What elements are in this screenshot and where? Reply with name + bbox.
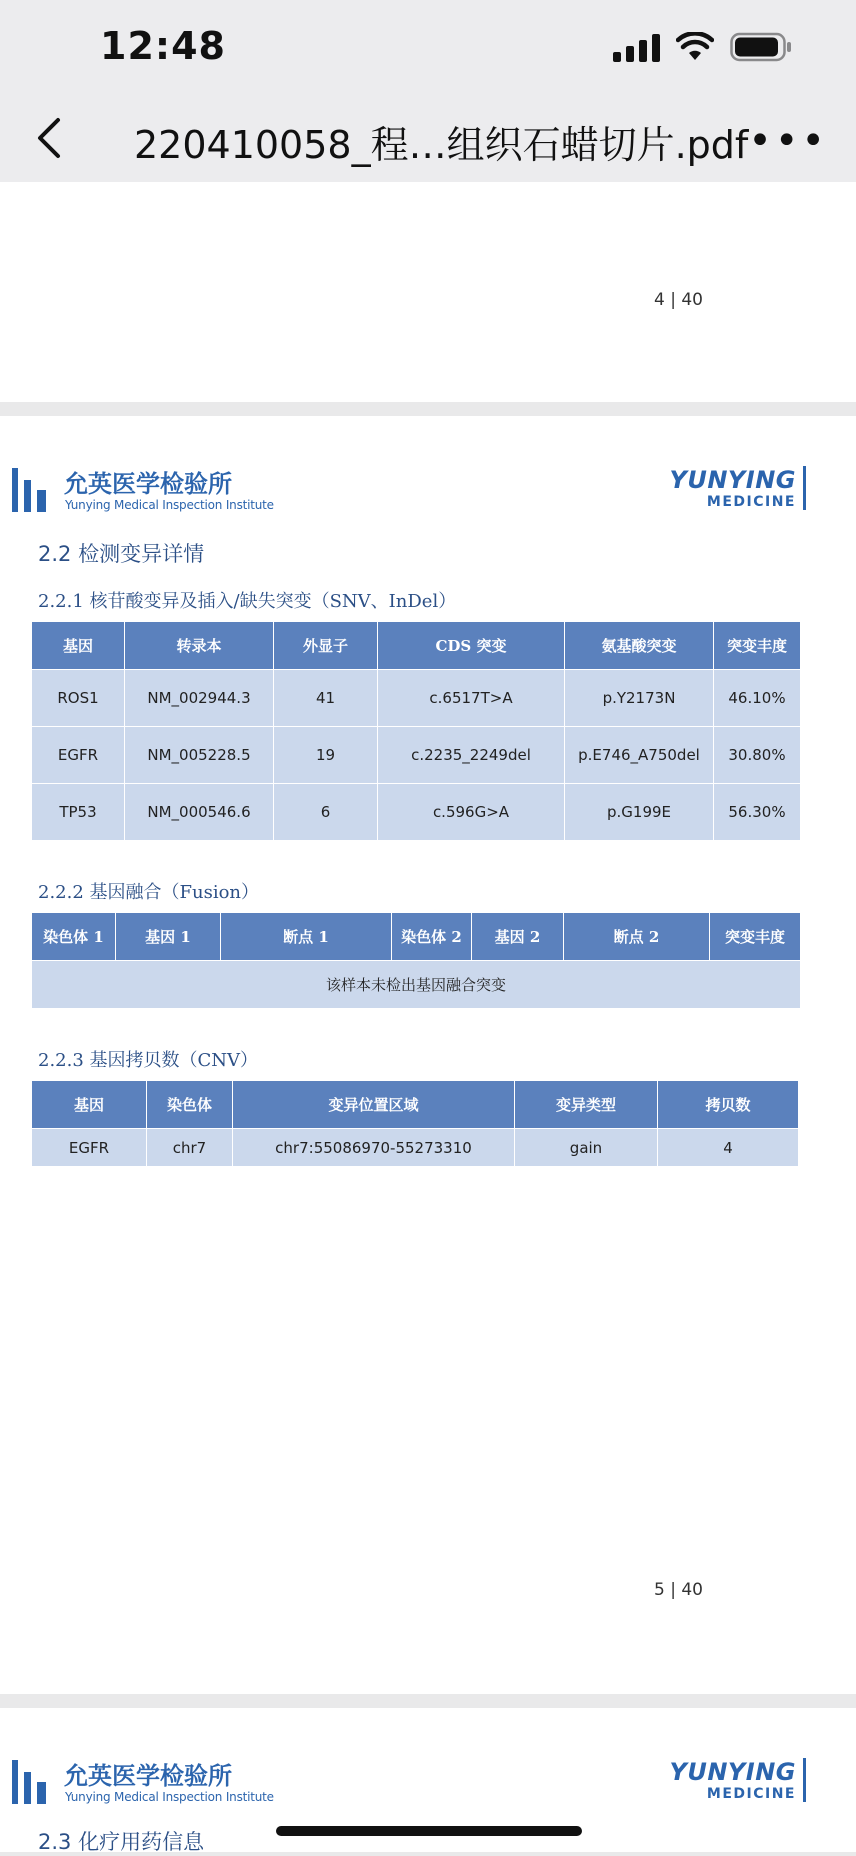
brand-subname: MEDICINE bbox=[706, 494, 796, 510]
column-header: 突变丰度 bbox=[710, 913, 801, 961]
table-row bbox=[32, 784, 801, 841]
table-row bbox=[32, 670, 801, 727]
column-header: 染色体 2 bbox=[392, 913, 472, 961]
column-header: 基因 2 bbox=[472, 913, 564, 961]
institute-name-en: Yunying Medical Inspection Institute bbox=[65, 1790, 274, 1804]
table-cell: 6 bbox=[274, 784, 378, 841]
snv-table bbox=[31, 621, 801, 841]
table-cell: c.2235_2249del bbox=[378, 727, 565, 784]
table-cell: NM_002944.3 bbox=[125, 670, 274, 727]
table-cell: c.596G>A bbox=[378, 784, 565, 841]
brand-divider bbox=[803, 466, 806, 510]
table-cell: NM_005228.5 bbox=[125, 727, 274, 784]
table-cell: 41 bbox=[274, 670, 378, 727]
cnv-table bbox=[31, 1080, 799, 1167]
brand-logo bbox=[669, 1758, 806, 1806]
brand-name: YUNYING bbox=[669, 466, 796, 494]
table-cell: chr7:55086970-55273310 bbox=[233, 1129, 515, 1167]
institute-name-cn: 允英医学检验所 bbox=[64, 1762, 232, 1790]
table-cell: EGFR bbox=[32, 727, 125, 784]
table-cell: 46.10% bbox=[714, 670, 801, 727]
page-number: 5 | 40 bbox=[654, 1580, 703, 1600]
table-cell: TP53 bbox=[32, 784, 125, 841]
brand-logo bbox=[669, 466, 806, 514]
column-header: 变异位置区域 bbox=[233, 1081, 515, 1129]
brand-divider bbox=[803, 1758, 806, 1802]
institute-logo-icon bbox=[12, 466, 56, 514]
fusion-title: 2.2.2 基因融合（Fusion） bbox=[38, 882, 260, 903]
table-cell: gain bbox=[515, 1129, 658, 1167]
document-title: 220410058_程…组织石蜡切片.pdf bbox=[134, 123, 749, 167]
table-row bbox=[32, 727, 801, 784]
table-header-row bbox=[32, 913, 801, 961]
table-cell: NM_000546.6 bbox=[125, 784, 274, 841]
column-header: 断点 1 bbox=[221, 913, 392, 961]
table-cell: chr7 bbox=[147, 1129, 233, 1167]
back-chevron-icon[interactable] bbox=[30, 114, 70, 162]
pdf-page-4 bbox=[0, 182, 856, 402]
institute-name-cn: 允英医学检验所 bbox=[64, 470, 232, 498]
table-cell: p.Y2173N bbox=[565, 670, 714, 727]
table-cell: 30.80% bbox=[714, 727, 801, 784]
table-row bbox=[32, 1129, 799, 1167]
column-header: 基因 bbox=[32, 622, 125, 670]
more-options-button[interactable]: ••• bbox=[748, 118, 828, 164]
table-cell: 56.30% bbox=[714, 784, 801, 841]
section-title: 2.2 检测变异详情 bbox=[38, 542, 205, 566]
column-header: 染色体 1 bbox=[32, 913, 116, 961]
table-cell: c.6517T>A bbox=[378, 670, 565, 727]
column-header: 氨基酸突变 bbox=[565, 622, 714, 670]
institute-logo bbox=[12, 466, 272, 516]
table-header-row bbox=[32, 1081, 799, 1129]
column-header: 变异类型 bbox=[515, 1081, 658, 1129]
top-bar bbox=[0, 0, 856, 182]
page-number: 4 | 40 bbox=[654, 290, 703, 310]
brand-subname: MEDICINE bbox=[706, 1786, 796, 1802]
column-header: 突变丰度 bbox=[714, 622, 801, 670]
status-time: 12:48 bbox=[100, 24, 226, 68]
wifi-icon bbox=[676, 32, 714, 62]
column-header: 基因 bbox=[32, 1081, 147, 1129]
table-cell: 19 bbox=[274, 727, 378, 784]
table-cell: p.E746_A750del bbox=[565, 727, 714, 784]
column-header: CDS 突变 bbox=[378, 622, 565, 670]
institute-logo bbox=[12, 1758, 272, 1808]
snv-title: 2.2.1 核苷酸变异及插入/缺失突变（SNV、InDel） bbox=[38, 591, 457, 612]
column-header: 拷贝数 bbox=[658, 1081, 799, 1129]
table-row bbox=[32, 961, 801, 1009]
column-header: 染色体 bbox=[147, 1081, 233, 1129]
cnv-title: 2.2.3 基因拷贝数（CNV） bbox=[38, 1050, 259, 1071]
table-cell: 4 bbox=[658, 1129, 799, 1167]
battery-icon bbox=[730, 32, 792, 62]
cellular-signal-icon bbox=[613, 32, 660, 62]
status-icons bbox=[613, 32, 792, 62]
column-header: 外显子 bbox=[274, 622, 378, 670]
pdf-page-5 bbox=[0, 416, 856, 1694]
column-header: 断点 2 bbox=[564, 913, 710, 961]
institute-name-en: Yunying Medical Inspection Institute bbox=[65, 498, 274, 512]
brand-name: YUNYING bbox=[669, 1758, 796, 1786]
institute-logo-icon bbox=[12, 1758, 56, 1806]
table-cell: EGFR bbox=[32, 1129, 147, 1167]
fusion-table bbox=[31, 912, 801, 1009]
table-cell: p.G199E bbox=[565, 784, 714, 841]
empty-result-message: 该样本未检出基因融合突变 bbox=[32, 961, 801, 1009]
column-header: 基因 1 bbox=[116, 913, 221, 961]
home-indicator[interactable] bbox=[276, 1826, 582, 1836]
table-cell: ROS1 bbox=[32, 670, 125, 727]
table-header-row bbox=[32, 622, 801, 670]
column-header: 转录本 bbox=[125, 622, 274, 670]
section-title: 2.3 化疗用药信息 bbox=[38, 1830, 205, 1854]
